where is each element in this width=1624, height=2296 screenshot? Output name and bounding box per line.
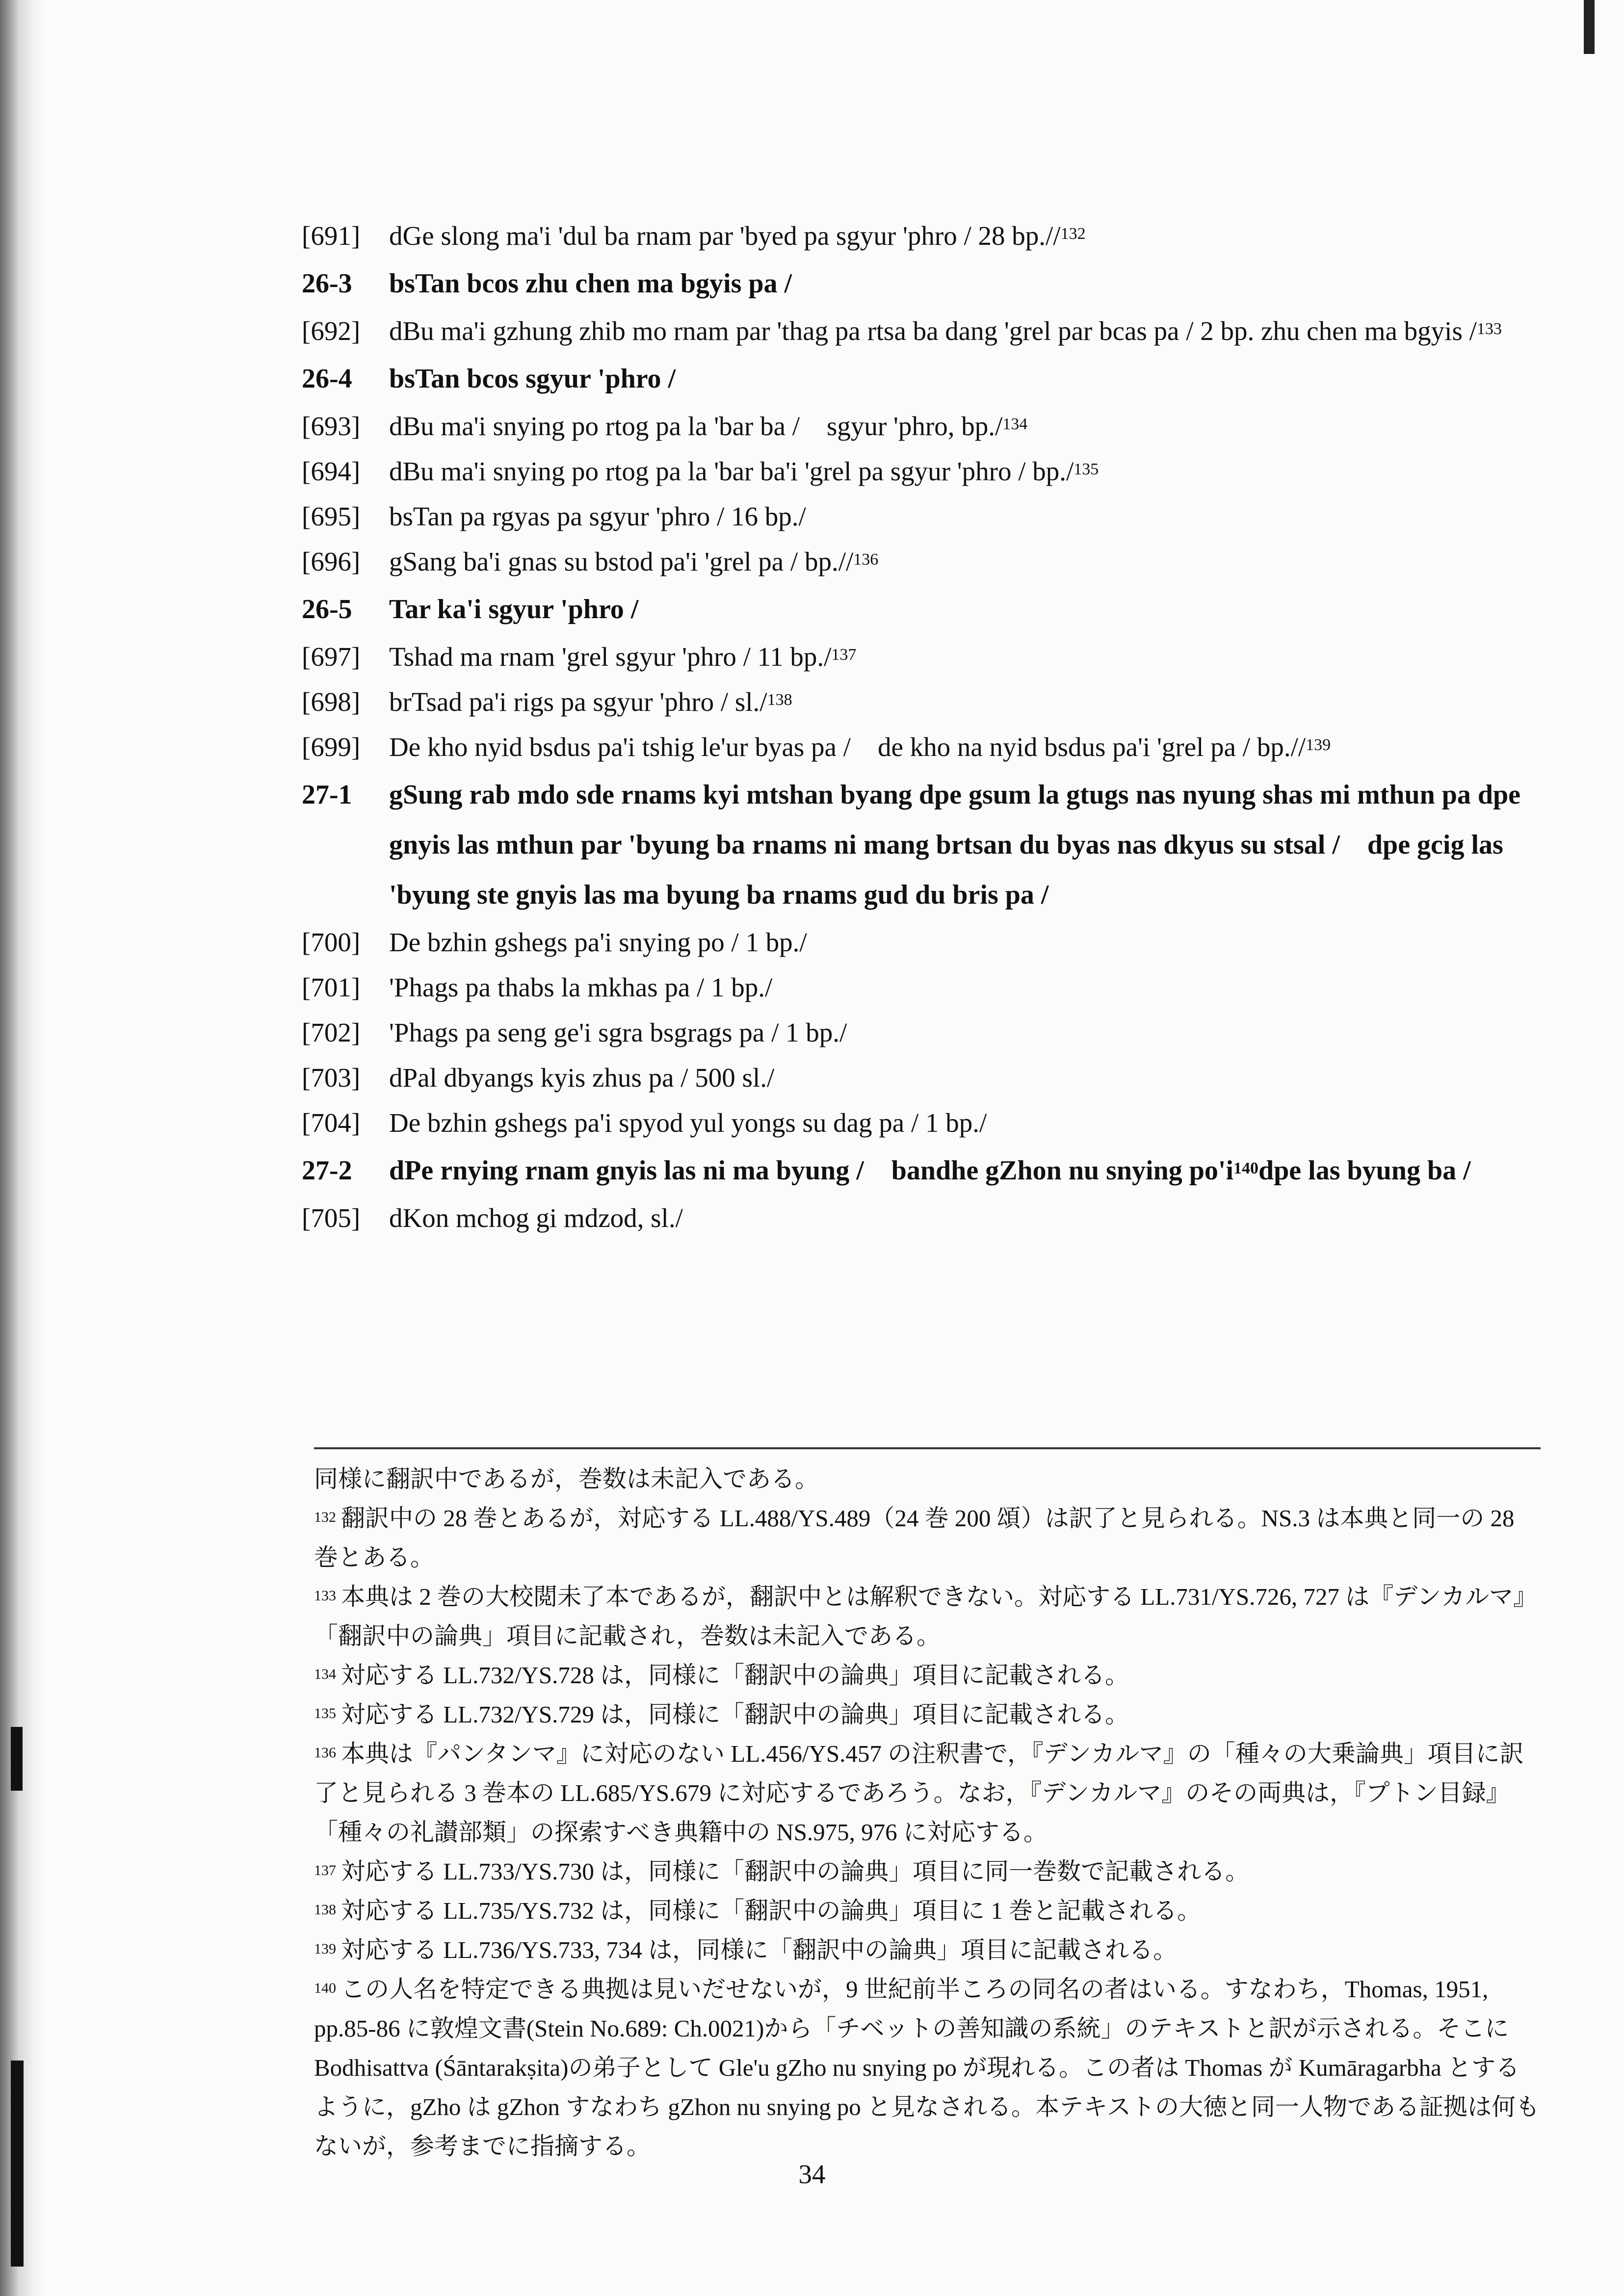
catalog-entry: [302, 1196, 1538, 1241]
entry-text: [389, 1100, 1538, 1146]
entry-number: [704]: [302, 1108, 361, 1138]
entry-number: [693]: [302, 411, 361, 441]
footnote: [314, 1891, 1541, 1931]
footnote: [314, 1970, 1541, 2166]
footnote-number: 134: [314, 1666, 336, 1682]
entry-text: [389, 1055, 1538, 1100]
section-number: 27-2: [302, 1155, 352, 1186]
text-run: De bzhin gshegs pa'i snying po / 1 bp./: [389, 927, 807, 957]
footnote-text: 翻訳中の 28 巻とあるが，対応する LL.488/YS.489（24 巻 200 頌）は訳了と見られる。NS.3 は本典と同一の 28 巻とある。: [314, 1505, 1515, 1571]
footnote-number: 139: [314, 1941, 336, 1957]
footnote-number: 140: [314, 1980, 336, 1996]
text-run: bsTan bcos sgyur 'phro /: [389, 364, 676, 394]
footnote-ref: 139: [1306, 736, 1331, 754]
scan-artifact-corner: [1584, 0, 1595, 54]
entry-number: [692]: [302, 316, 361, 346]
catalog-entry: [302, 725, 1538, 770]
text-run: dGe slong ma'i 'dul ba rnam par 'byed pa sgyur 'phro / 28 bp.//: [389, 221, 1061, 251]
footnote-text: 本典は『パンタンマ』に対応のない LL.456/YS.457 の注釈書で，『デンカルマ』の「種々の大乗論典」項目に訳了と見られる 3 巻本の LL.685/YS.679 に対応するであろう。なお，『デンカルマ』のその両典は，『プトン目録』「種々の礼讃部類」の探索すべき典籍中の NS.975, 976 に対応する。: [314, 1740, 1524, 1846]
footnote-text: 同様に翻訳中であるが，巻数は未記入である。: [314, 1465, 819, 1492]
text-run: gSung rab mdo sde rnams kyi mtshan byang dpe gsum la gtugs nas nyung shas mi mthun pa dpe gnyis las mthun par 'byung ba rnams ni mang brtsan du byas nas dkyus su stsal / dpe gcig las 'byung ste gnyis las ma byung ba rnams gud du bris pa /: [389, 780, 1528, 910]
entry-number: [691]: [302, 221, 361, 251]
footnote-number: 135: [314, 1705, 336, 1722]
footnote-text: 対応する LL.733/YS.730 は，同様に「翻訳中の論典」項目に同一巻数で記載される。: [341, 1858, 1250, 1885]
catalog-entry: [302, 1100, 1538, 1146]
text-run: 'Phags pa seng ge'i sgra bsgrags pa / 1 bp./: [389, 1018, 847, 1047]
catalog-entry: [302, 1010, 1538, 1055]
footnote-rule: [314, 1447, 1541, 1449]
entry-text: [389, 920, 1538, 965]
text-run: Tshad ma rnam 'grel sgyur 'phro / 11 bp./: [389, 642, 832, 672]
footnote-number: 137: [314, 1862, 336, 1879]
text-run: dBu ma'i snying po rtog pa la 'bar ba / sgyur 'phro, bp./: [389, 411, 1003, 441]
entry-text: [389, 494, 1538, 539]
footnote: [314, 1499, 1541, 1577]
footnote-text: 対応する LL.735/YS.732 は，同様に「翻訳中の論典」項目に 1 巻と記載される。: [341, 1897, 1202, 1924]
text-run: bsTan pa rgyas pa sgyur 'phro / 16 bp./: [389, 501, 806, 531]
entry-number: [699]: [302, 732, 361, 762]
entry-text: [389, 725, 1538, 770]
text-run: brTsad pa'i rigs pa sgyur 'phro / sl./: [389, 687, 767, 717]
footnotes: [314, 1460, 1541, 2166]
footnote-ref: 140: [1233, 1159, 1259, 1177]
footnote-ref: 132: [1060, 225, 1086, 243]
footnote-ref: 138: [767, 691, 792, 709]
entry-number: [705]: [302, 1203, 361, 1233]
section-number: 26-5: [302, 594, 352, 625]
footnote: [314, 1577, 1541, 1656]
section-title: [389, 584, 1538, 634]
text-run: 'Phags pa thabs la mkhas pa / 1 bp./: [389, 972, 773, 1002]
footnote-text: 対応する LL.736/YS.733, 734 は，同様に「翻訳中の論典」項目に記載される。: [341, 1936, 1178, 1963]
catalog-entry: [302, 494, 1538, 539]
entry-text: [389, 1010, 1538, 1055]
section-number: 26-3: [302, 268, 352, 299]
entry-number: [703]: [302, 1063, 361, 1093]
footnote-number: 136: [314, 1745, 336, 1761]
scan-edge-shadow: [0, 0, 47, 2296]
entry-text: [389, 679, 1538, 725]
entry-number: [701]: [302, 972, 361, 1002]
entry-text: [389, 213, 1538, 259]
footnote: [314, 1931, 1541, 1970]
footnote-ref: 136: [853, 550, 879, 569]
footnote-number: 138: [314, 1902, 336, 1918]
footnote: [314, 1852, 1541, 1891]
entry-text: [389, 539, 1538, 584]
text-run: dpe las byung ba /: [1258, 1155, 1471, 1186]
catalog-entry: [302, 679, 1538, 725]
text-run: bsTan bcos zhu chen ma bgyis pa /: [389, 268, 792, 299]
entry-number: [696]: [302, 547, 361, 576]
section-title: [389, 259, 1538, 309]
footnote: [314, 1695, 1541, 1734]
text-run: De kho nyid bsdus pa'i tshig le'ur byas pa / de kho na nyid bsdus pa'i 'grel pa / bp.//: [389, 732, 1306, 762]
footnote-ref: 134: [1002, 415, 1028, 433]
footnote-ref: 135: [1074, 460, 1099, 478]
catalog-entry: [302, 634, 1538, 679]
text-run: Tar ka'i sgyur 'phro /: [389, 594, 639, 625]
footnote: [314, 1656, 1541, 1695]
page-number: 34: [798, 2159, 826, 2189]
entry-text: [389, 634, 1538, 679]
text-run: dBu ma'i snying po rtog pa la 'bar ba'i 'grel pa sgyur 'phro / bp./: [389, 456, 1074, 486]
section-title: [389, 1146, 1538, 1196]
entry-text: [389, 309, 1538, 354]
catalog-entry: [302, 920, 1538, 965]
entry-number: [702]: [302, 1018, 361, 1047]
footnote: [314, 1460, 1541, 1499]
section-title: [389, 770, 1538, 920]
text-run: dPal dbyangs kyis zhus pa / 500 sl./: [389, 1063, 775, 1093]
footnote-text: 本典は 2 巻の大校閲未了本であるが，翻訳中とは解釈できない。対応する LL.731/YS.726, 727 は『デンカルマ』「翻訳中の論典」項目に記載され，巻数は未記入である。: [314, 1583, 1538, 1649]
catalog-entry: [302, 965, 1538, 1010]
catalog-entry: [302, 309, 1538, 354]
text-run: dBu ma'i gzhung zhib mo rnam par 'thag pa rtsa ba dang 'grel par bcas pa / 2 bp. zhu chen ma bgyis /: [389, 316, 1477, 346]
section-title: [389, 354, 1538, 404]
footnote-text: 対応する LL.732/YS.729 は，同様に「翻訳中の論典」項目に記載される。: [341, 1701, 1129, 1728]
entry-text: [389, 449, 1538, 494]
text-run: gSang ba'i gnas su bstod pa'i 'grel pa / bp.//: [389, 547, 854, 576]
entry-number: [700]: [302, 927, 361, 957]
footnote-number: 132: [314, 1509, 336, 1525]
footnote-ref: 133: [1476, 320, 1502, 338]
section-heading: [302, 1146, 1538, 1196]
entry-number: [695]: [302, 501, 361, 531]
catalog-entry: [302, 213, 1538, 259]
footnote-text: 対応する LL.732/YS.728 は，同様に「翻訳中の論典」項目に記載される。: [341, 1662, 1129, 1689]
entry-text: [389, 965, 1538, 1010]
text-run: De bzhin gshegs pa'i spyod yul yongs su dag pa / 1 bp./: [389, 1108, 987, 1138]
section-number: 26-4: [302, 364, 352, 394]
catalog-entry: [302, 539, 1538, 584]
section-heading: [302, 259, 1538, 309]
catalog-entries: [302, 213, 1538, 1241]
footnote-number: 133: [314, 1588, 336, 1604]
entry-text: [389, 404, 1538, 449]
footnote-text: この人名を特定できる典拠は見いだせないが，9 世紀前半ころの同名の者はいる。すなわち，Thomas, 1951, pp.85-86 に敦煌文書(Stein No.689: Ch.0021)から「チベットの善知識の系統」のテキストと訳が示される。そこに Bodhisattva (Śāntarakṣita)の弟子として Gle'u gZho nu snying po が現れる。この者は Thomas が Kumāragarbha とするように，gZho は gZhon すなわち gZhon nu snying po と見なされる。本テキストの大徳と同一人物である証拠は何もないが，参考までに指摘する。: [314, 1976, 1540, 2160]
footnote-ref: 137: [831, 646, 857, 664]
section-number: 27-1: [302, 780, 352, 810]
text-run: dPe rnying rnam gnyis las ni ma byung / bandhe gZhon nu snying po'i: [389, 1155, 1234, 1186]
section-heading: [302, 584, 1538, 634]
text-run: dKon mchog gi mdzod, sl./: [389, 1203, 683, 1233]
entry-number: [694]: [302, 456, 361, 486]
section-heading: [302, 770, 1538, 920]
catalog-entry: [302, 449, 1538, 494]
scan-artifact-bar: [11, 1727, 23, 1791]
entry-number: [697]: [302, 642, 361, 672]
entry-number: [698]: [302, 687, 361, 717]
catalog-entry: [302, 404, 1538, 449]
section-heading: [302, 354, 1538, 404]
catalog-entry: [302, 1055, 1538, 1100]
footnote: [314, 1734, 1541, 1852]
entry-text: [389, 1196, 1538, 1241]
